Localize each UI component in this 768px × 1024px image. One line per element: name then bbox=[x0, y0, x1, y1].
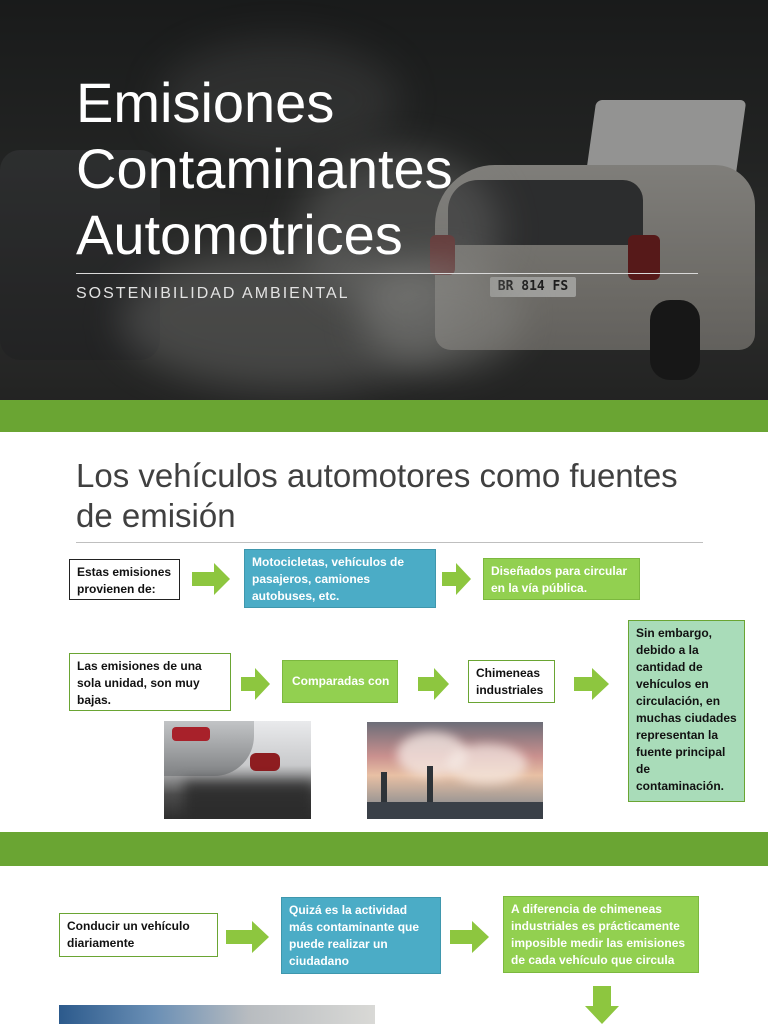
box-compared: Comparadas con bbox=[282, 660, 398, 703]
right-arrow-icon bbox=[192, 563, 232, 595]
box-unlike: A diferencia de chimeneas industriales es prácticamente imposible medir las emisiones de cada vehículo que circula bbox=[503, 896, 699, 973]
hero-subtitle: SOSTENIBILIDAD AMBIENTAL bbox=[76, 285, 350, 302]
license-plate: BR 814 FS bbox=[490, 277, 576, 297]
traffic-photo bbox=[59, 1005, 375, 1024]
green-divider-bar bbox=[0, 400, 768, 432]
hero-slide bbox=[0, 0, 768, 400]
box-source: Estas emisiones provienen de: bbox=[69, 559, 180, 600]
green-divider-bar bbox=[0, 832, 768, 866]
right-arrow-icon bbox=[418, 668, 450, 700]
hero-title: Emisiones Contaminantes Automotrices bbox=[76, 71, 453, 266]
right-arrow-icon bbox=[450, 921, 490, 953]
right-arrow-icon bbox=[442, 563, 472, 595]
box-drive: Conducir un vehículo diariamente bbox=[59, 913, 218, 957]
down-arrow-icon bbox=[584, 986, 620, 1024]
box-chimneys: Chimeneas industriales bbox=[468, 660, 555, 703]
industrial-chimneys-photo bbox=[367, 722, 543, 819]
right-arrow-icon bbox=[241, 668, 271, 700]
box-vehicles: Motocicletas, vehículos de pasajeros, camiones autobuses, etc. bbox=[244, 549, 436, 608]
divider bbox=[76, 273, 698, 274]
right-arrow-icon bbox=[226, 921, 270, 953]
box-designed: Diseñados para circular en la vía pública. bbox=[483, 558, 640, 600]
box-most-polluting: Quizá es la actividad más contaminante que puede realizar un ciudadano bbox=[281, 897, 441, 974]
slide-title: Los vehículos automotores como fuentes de emisión bbox=[76, 457, 678, 534]
exhaust-pipe-photo bbox=[164, 721, 311, 819]
divider bbox=[76, 542, 703, 543]
box-however: Sin embargo, debido a la cantidad de vehículos en circulación, en muchas ciudades representan la fuente principal de contaminación. bbox=[628, 620, 745, 802]
right-arrow-icon bbox=[574, 668, 610, 700]
box-single-unit: Las emisiones de una sola unidad, son muy bajas. bbox=[69, 653, 231, 711]
